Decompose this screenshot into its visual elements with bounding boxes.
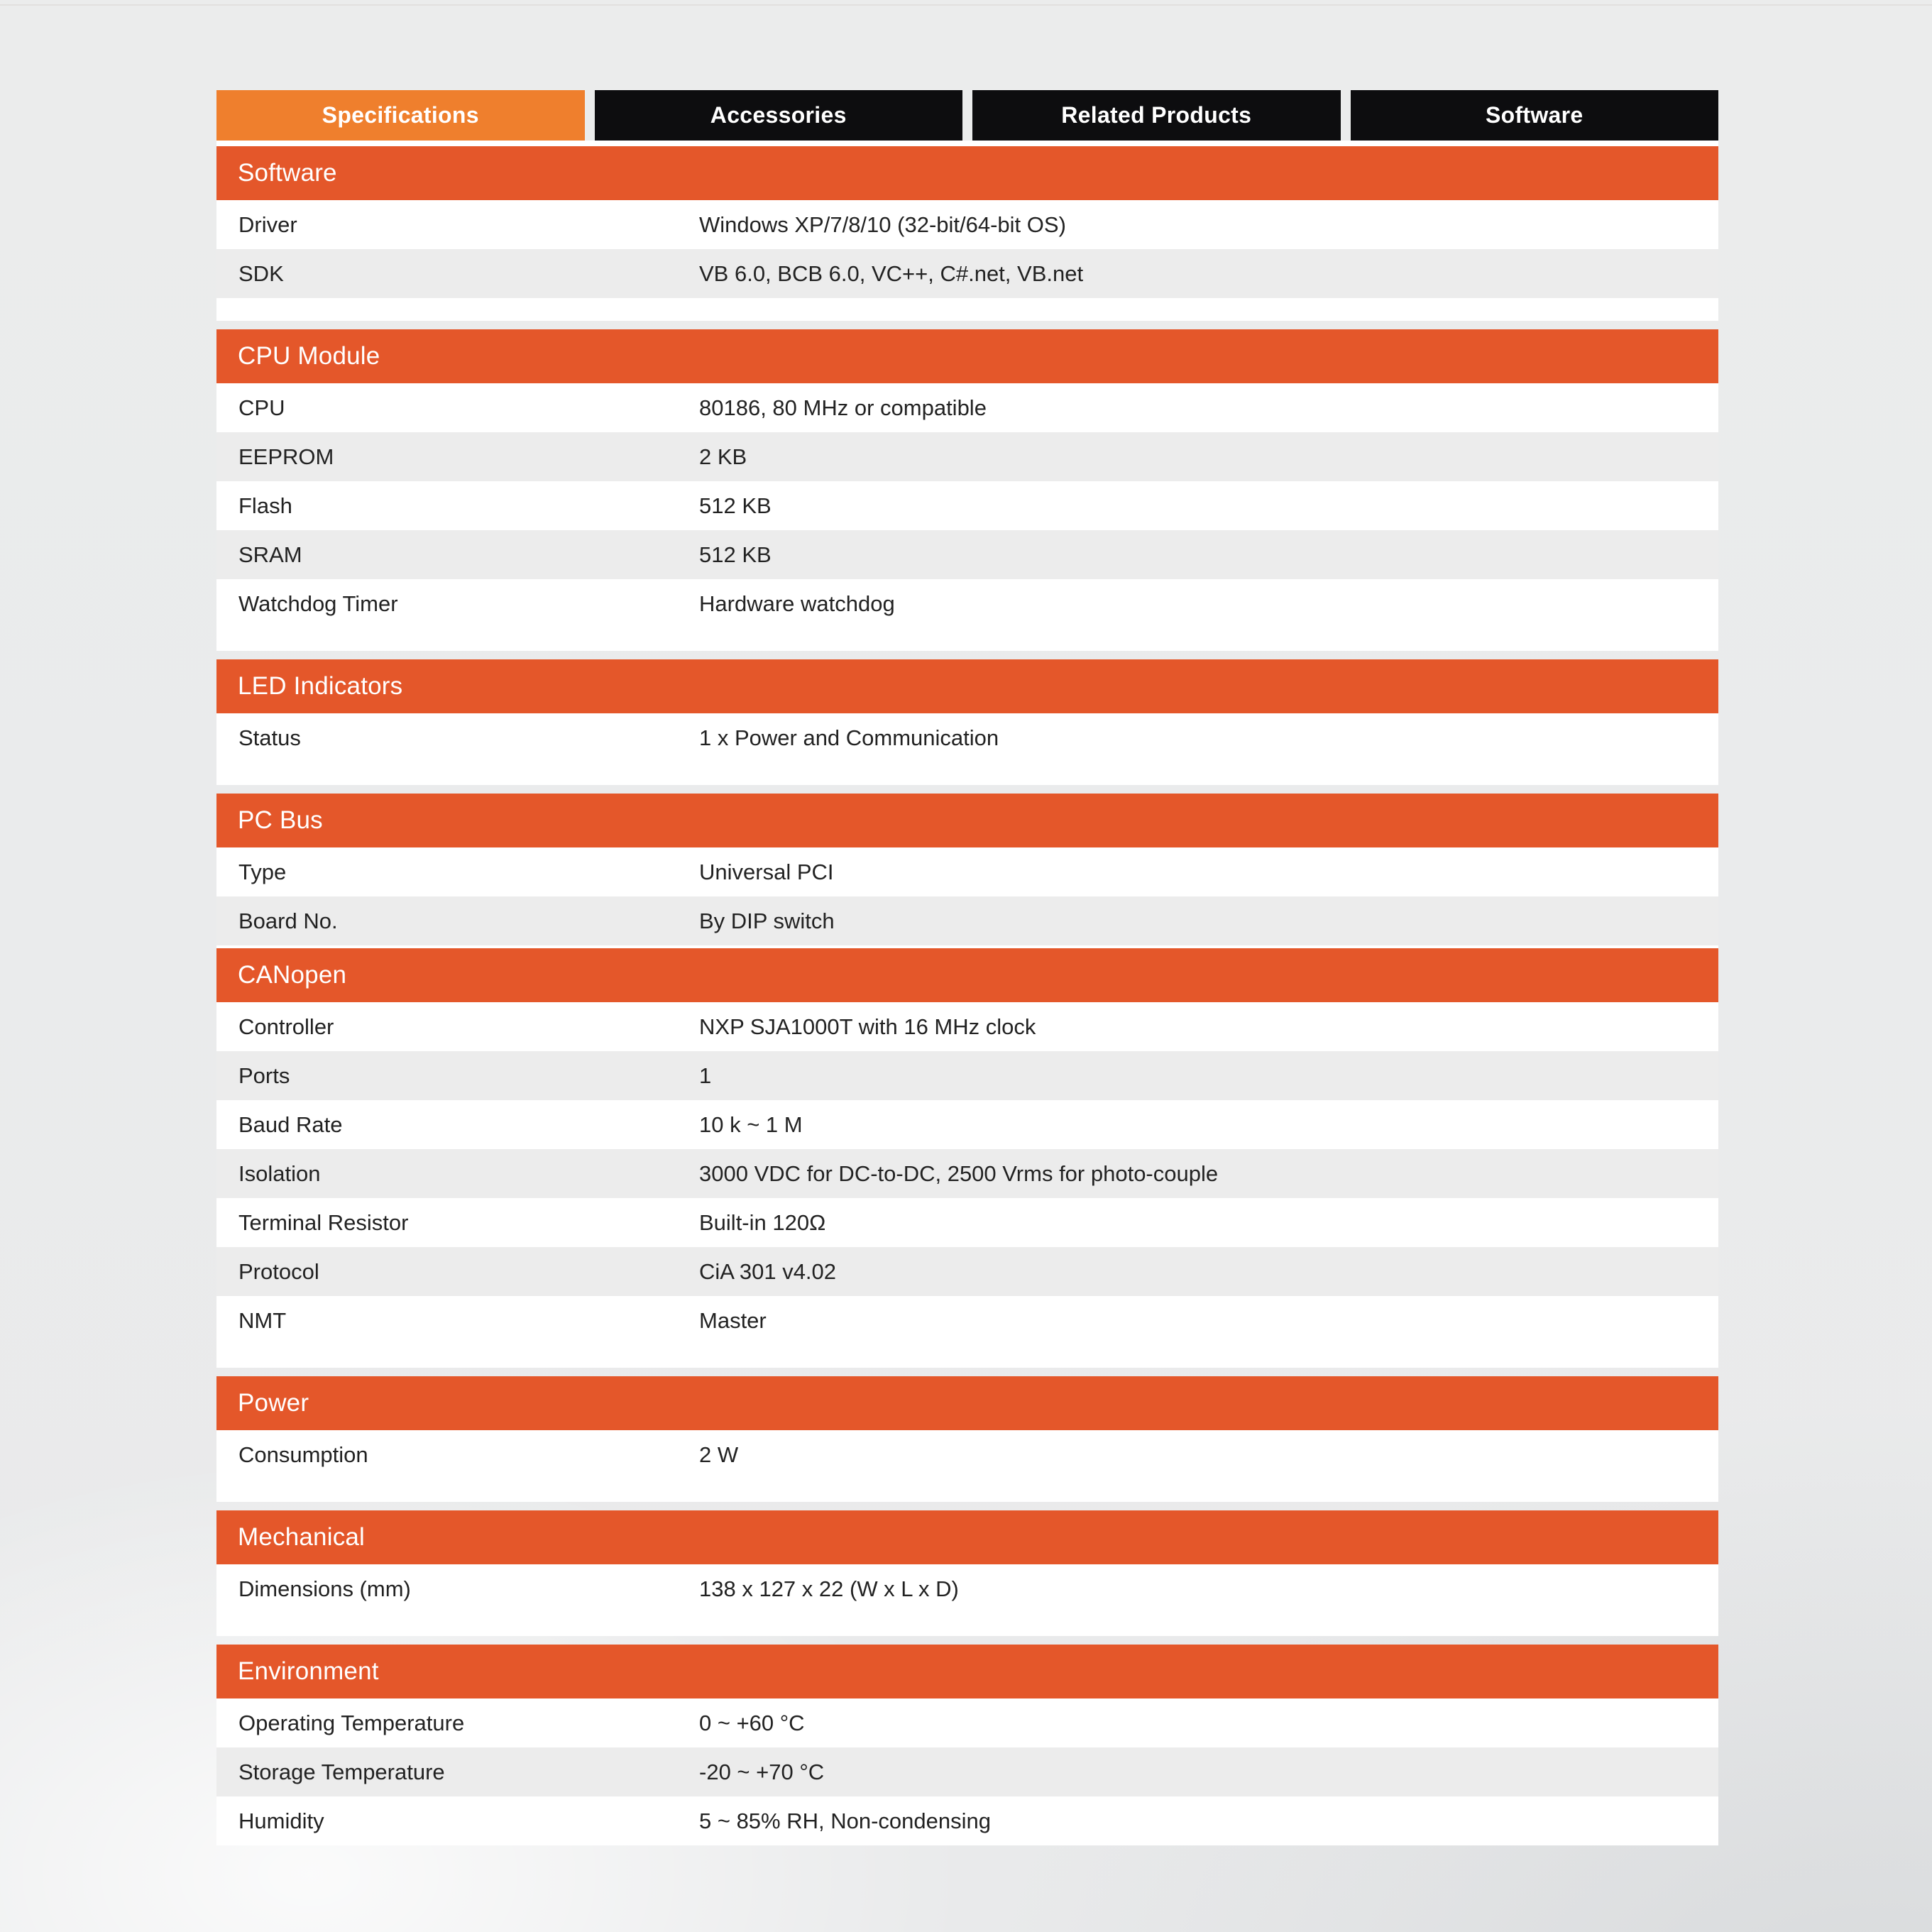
row-sram xyxy=(216,530,1718,579)
row-label: Humidity xyxy=(238,1808,324,1833)
section-header-cpu-module: CPU Module xyxy=(216,329,1718,383)
section-bottom-padding xyxy=(216,1613,1718,1636)
section-header-environment: Environment xyxy=(216,1645,1718,1698)
section-bottom-padding xyxy=(216,1479,1718,1502)
section-header-mechanical: Mechanical xyxy=(216,1510,1718,1564)
row-label: SDK xyxy=(238,260,284,286)
row-value: 80186, 80 MHz or compatible xyxy=(699,395,987,420)
top-hairline xyxy=(0,4,1932,6)
row-baud-rate xyxy=(216,1100,1718,1149)
spec-content xyxy=(216,90,1718,1854)
row-value: CiA 301 v4.02 xyxy=(699,1258,837,1284)
row-label: Ports xyxy=(238,1063,290,1088)
row-humidity xyxy=(216,1796,1718,1845)
row-controller xyxy=(216,1002,1718,1051)
section-bottom-padding xyxy=(216,1345,1718,1368)
row-flash xyxy=(216,481,1718,530)
row-eeprom xyxy=(216,432,1718,481)
section-header-software: Software xyxy=(216,146,1718,200)
row-value: -20 ~ +70 °C xyxy=(699,1759,825,1784)
row-value: 138 x 127 x 22 (W x L x D) xyxy=(699,1576,959,1601)
section-header-canopen: CANopen xyxy=(216,948,1718,1002)
row-board-no xyxy=(216,896,1718,945)
row-label: Driver xyxy=(238,212,297,237)
row-value: 10 k ~ 1 M xyxy=(699,1112,803,1137)
row-label: EEPROM xyxy=(238,444,334,469)
section-header-led-indicators: LED Indicators xyxy=(216,659,1718,713)
row-value: Hardware watchdog xyxy=(699,591,895,616)
row-value: NXP SJA1000T with 16 MHz clock xyxy=(699,1014,1036,1039)
row-label: Terminal Resistor xyxy=(238,1209,409,1235)
tab-related-products[interactable]: Related Products xyxy=(972,90,1341,141)
row-label: Protocol xyxy=(238,1258,319,1284)
row-storage-temperature xyxy=(216,1747,1718,1796)
row-value: 0 ~ +60 °C xyxy=(699,1710,805,1735)
tab-bar xyxy=(216,90,1718,141)
row-value: By DIP switch xyxy=(699,908,835,933)
section-canopen xyxy=(216,948,1718,1368)
row-label: Watchdog Timer xyxy=(238,591,398,616)
row-label: Board No. xyxy=(238,908,338,933)
row-label: NMT xyxy=(238,1307,287,1333)
row-value: Windows XP/7/8/10 (32-bit/64-bit OS) xyxy=(699,212,1066,237)
row-label: Isolation xyxy=(238,1160,321,1186)
row-dimensions-mm xyxy=(216,1564,1718,1613)
row-status xyxy=(216,713,1718,762)
section-cpu-module xyxy=(216,329,1718,651)
section-bottom-padding xyxy=(216,298,1718,321)
section-header-pc-bus: PC Bus xyxy=(216,794,1718,847)
tab-specifications[interactable]: Specifications xyxy=(216,90,585,141)
section-bottom-padding xyxy=(216,762,1718,785)
row-ports xyxy=(216,1051,1718,1100)
row-value: 1 x Power and Communication xyxy=(699,725,999,750)
row-value: 3000 VDC for DC-to-DC, 2500 Vrms for photo-couple xyxy=(699,1160,1219,1186)
row-label: Storage Temperature xyxy=(238,1759,445,1784)
row-label: SRAM xyxy=(238,542,302,567)
section-mechanical xyxy=(216,1510,1718,1636)
row-value: VB 6.0, BCB 6.0, VC++, C#.net, VB.net xyxy=(699,260,1084,286)
row-label: Controller xyxy=(238,1014,334,1039)
row-nmt xyxy=(216,1296,1718,1345)
row-value: 5 ~ 85% RH, Non-condensing xyxy=(699,1808,991,1833)
section-header-power: Power xyxy=(216,1376,1718,1430)
row-label: Baud Rate xyxy=(238,1112,343,1137)
row-sdk xyxy=(216,249,1718,298)
row-protocol xyxy=(216,1247,1718,1296)
row-type xyxy=(216,847,1718,896)
section-power xyxy=(216,1376,1718,1502)
section-environment xyxy=(216,1645,1718,1845)
row-label: Status xyxy=(238,725,301,750)
row-label: Consumption xyxy=(238,1442,368,1467)
section-software xyxy=(216,146,1718,321)
tab-accessories[interactable]: Accessories xyxy=(595,90,963,141)
row-value: 512 KB xyxy=(699,493,772,518)
tab-software[interactable]: Software xyxy=(1351,90,1719,141)
tab-underline xyxy=(216,141,1718,146)
row-value: 2 KB xyxy=(699,444,747,469)
row-cpu xyxy=(216,383,1718,432)
row-label: Flash xyxy=(238,493,292,518)
row-value: Universal PCI xyxy=(699,859,834,884)
row-label: CPU xyxy=(238,395,285,420)
row-label: Operating Temperature xyxy=(238,1710,465,1735)
section-pc-bus xyxy=(216,794,1718,948)
row-value: 512 KB xyxy=(699,542,772,567)
row-label: Type xyxy=(238,859,287,884)
section-led-indicators xyxy=(216,659,1718,785)
row-value: 2 W xyxy=(699,1442,739,1467)
spec-table xyxy=(216,146,1718,1845)
row-watchdog-timer xyxy=(216,579,1718,628)
row-terminal-resistor xyxy=(216,1198,1718,1247)
row-value: 1 xyxy=(699,1063,712,1088)
row-operating-temperature xyxy=(216,1698,1718,1747)
row-consumption xyxy=(216,1430,1718,1479)
row-value: Master xyxy=(699,1307,767,1333)
row-value: Built-in 120Ω xyxy=(699,1209,826,1235)
row-label: Dimensions (mm) xyxy=(238,1576,411,1601)
section-bottom-padding xyxy=(216,628,1718,651)
row-driver xyxy=(216,200,1718,249)
row-isolation xyxy=(216,1149,1718,1198)
